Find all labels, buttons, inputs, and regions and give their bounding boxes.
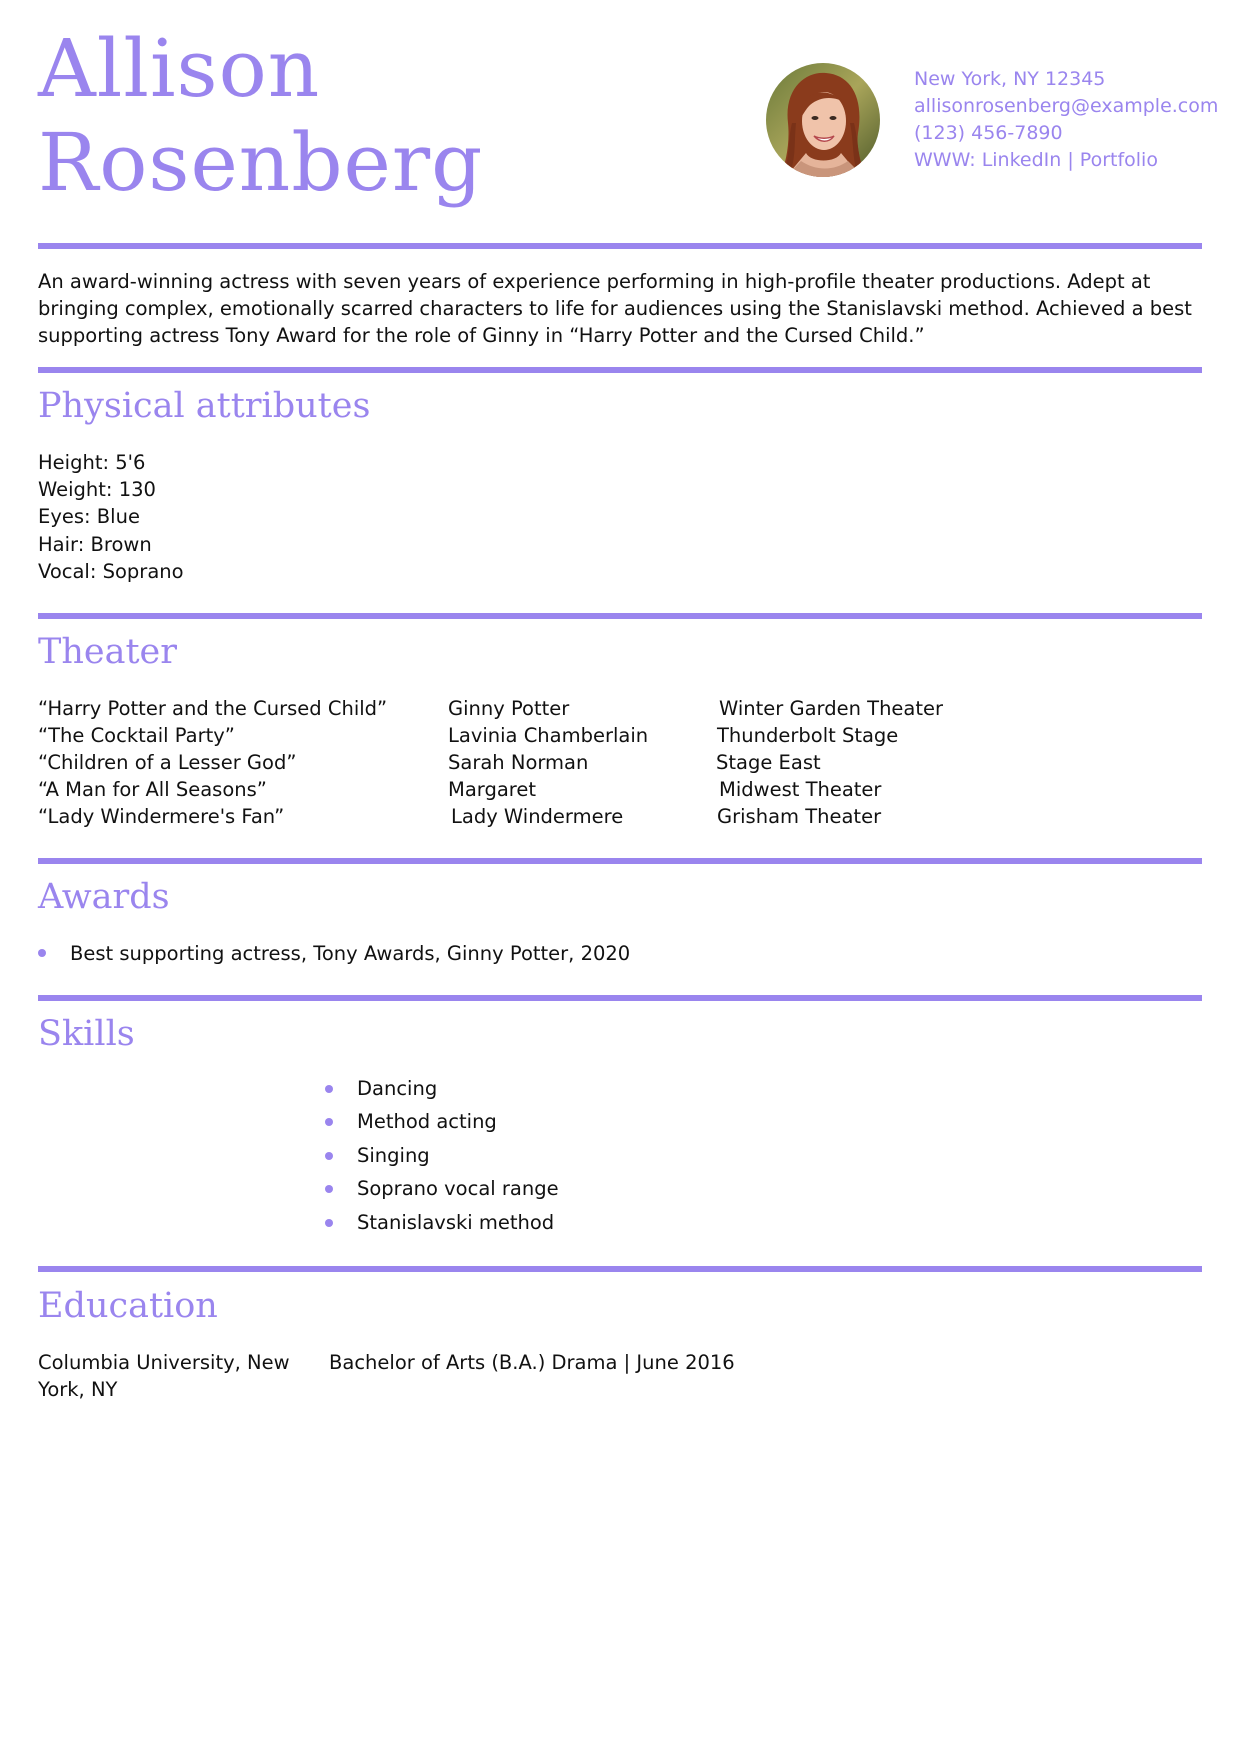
theater-venue: Grisham Theater	[717, 805, 882, 828]
contact-phone[interactable]: (123) 456-7890	[914, 122, 1063, 144]
theater-venue: Winter Garden Theater	[719, 697, 944, 720]
contact-links[interactable]: WWW: LinkedIn | Portfolio	[914, 149, 1158, 171]
bullet-icon	[325, 1085, 333, 1093]
skill-item: Dancing	[357, 1077, 438, 1100]
theater-row	[0, 776, 1239, 803]
candidate-name	[38, 22, 718, 210]
contact-location: New York, NY 12345	[914, 68, 1106, 90]
bullet-icon	[38, 949, 46, 957]
bullet-icon	[325, 1219, 333, 1227]
theater-show: “A Man for All Seasons”	[38, 778, 267, 801]
divider	[38, 613, 1202, 619]
divider	[38, 995, 1202, 1001]
theater-role: Ginny Potter	[448, 697, 570, 720]
theater-venue: Stage East	[716, 751, 821, 774]
contact-email[interactable]: allisonrosenberg@example.com	[914, 95, 1219, 117]
theater-role: Lady Windermere	[451, 805, 624, 828]
section-title-theater: Theater	[38, 632, 177, 672]
theater-show: “Harry Potter and the Cursed Child”	[38, 697, 388, 720]
theater-role: Margaret	[448, 778, 537, 801]
theater-venue: Midwest Theater	[719, 778, 882, 801]
divider	[38, 858, 1202, 864]
education-school-line1: Columbia University, New	[38, 1351, 290, 1374]
education-degree: Bachelor of Arts (B.A.) Drama | June 2016	[329, 1351, 735, 1374]
theater-show: “The Cocktail Party”	[38, 724, 235, 747]
summary-text: An award-winning actress with seven years of experience performing in high-profile theater productions. Adept at bringing complex, emotionally scarred characters to life for audiences using the Stanislavski method. Achieved a best supporting actress Tony Award for the role of Ginny in “Harry Potter and the Cursed Child.”	[38, 270, 1192, 347]
theater-role: Lavinia Chamberlain	[448, 724, 649, 747]
attribute-weight: Weight: 130	[38, 478, 156, 502]
award-item: Best supporting actress, Tony Awards, Ginny Potter, 2020	[70, 942, 631, 965]
theater-role: Sarah Norman	[448, 751, 589, 774]
bullet-icon	[325, 1185, 333, 1193]
attribute-height: Height: 5'6	[38, 451, 146, 474]
theater-show: “Lady Windermere's Fan”	[38, 805, 285, 828]
divider	[38, 1266, 1202, 1272]
theater-venue: Thunderbolt Stage	[717, 724, 899, 747]
contact-block	[914, 66, 1234, 174]
theater-row	[0, 695, 1239, 722]
attribute-vocal: Vocal: Soprano	[38, 559, 184, 583]
theater-show: “Children of a Lesser God”	[38, 751, 297, 774]
skill-item: Soprano vocal range	[357, 1177, 559, 1200]
attribute-eyes: Eyes: Blue	[38, 505, 140, 529]
divider	[38, 367, 1202, 373]
bullet-icon	[325, 1152, 333, 1160]
first-name: Allison	[38, 22, 321, 115]
profile-photo	[766, 63, 880, 177]
profile-photo-image	[766, 63, 880, 177]
theater-row	[0, 722, 1239, 749]
attribute-hair: Hair: Brown	[38, 532, 152, 556]
bullet-icon	[325, 1118, 333, 1126]
skill-item: Singing	[357, 1144, 430, 1167]
education-school	[38, 1349, 290, 1403]
section-title-education: Education	[38, 1286, 218, 1326]
divider	[38, 243, 1202, 249]
education-school-line2: York, NY	[38, 1378, 118, 1401]
section-title-skills: Skills	[38, 1014, 135, 1054]
skill-item: Method acting	[357, 1110, 497, 1133]
skill-item: Stanislavski method	[357, 1211, 555, 1234]
physical-attributes-list	[38, 449, 184, 585]
section-title-physical: Physical attributes	[38, 386, 371, 426]
last-name: Rosenberg	[38, 116, 484, 209]
theater-row	[0, 749, 1239, 776]
section-title-awards: Awards	[38, 877, 170, 917]
theater-row	[0, 803, 1239, 830]
